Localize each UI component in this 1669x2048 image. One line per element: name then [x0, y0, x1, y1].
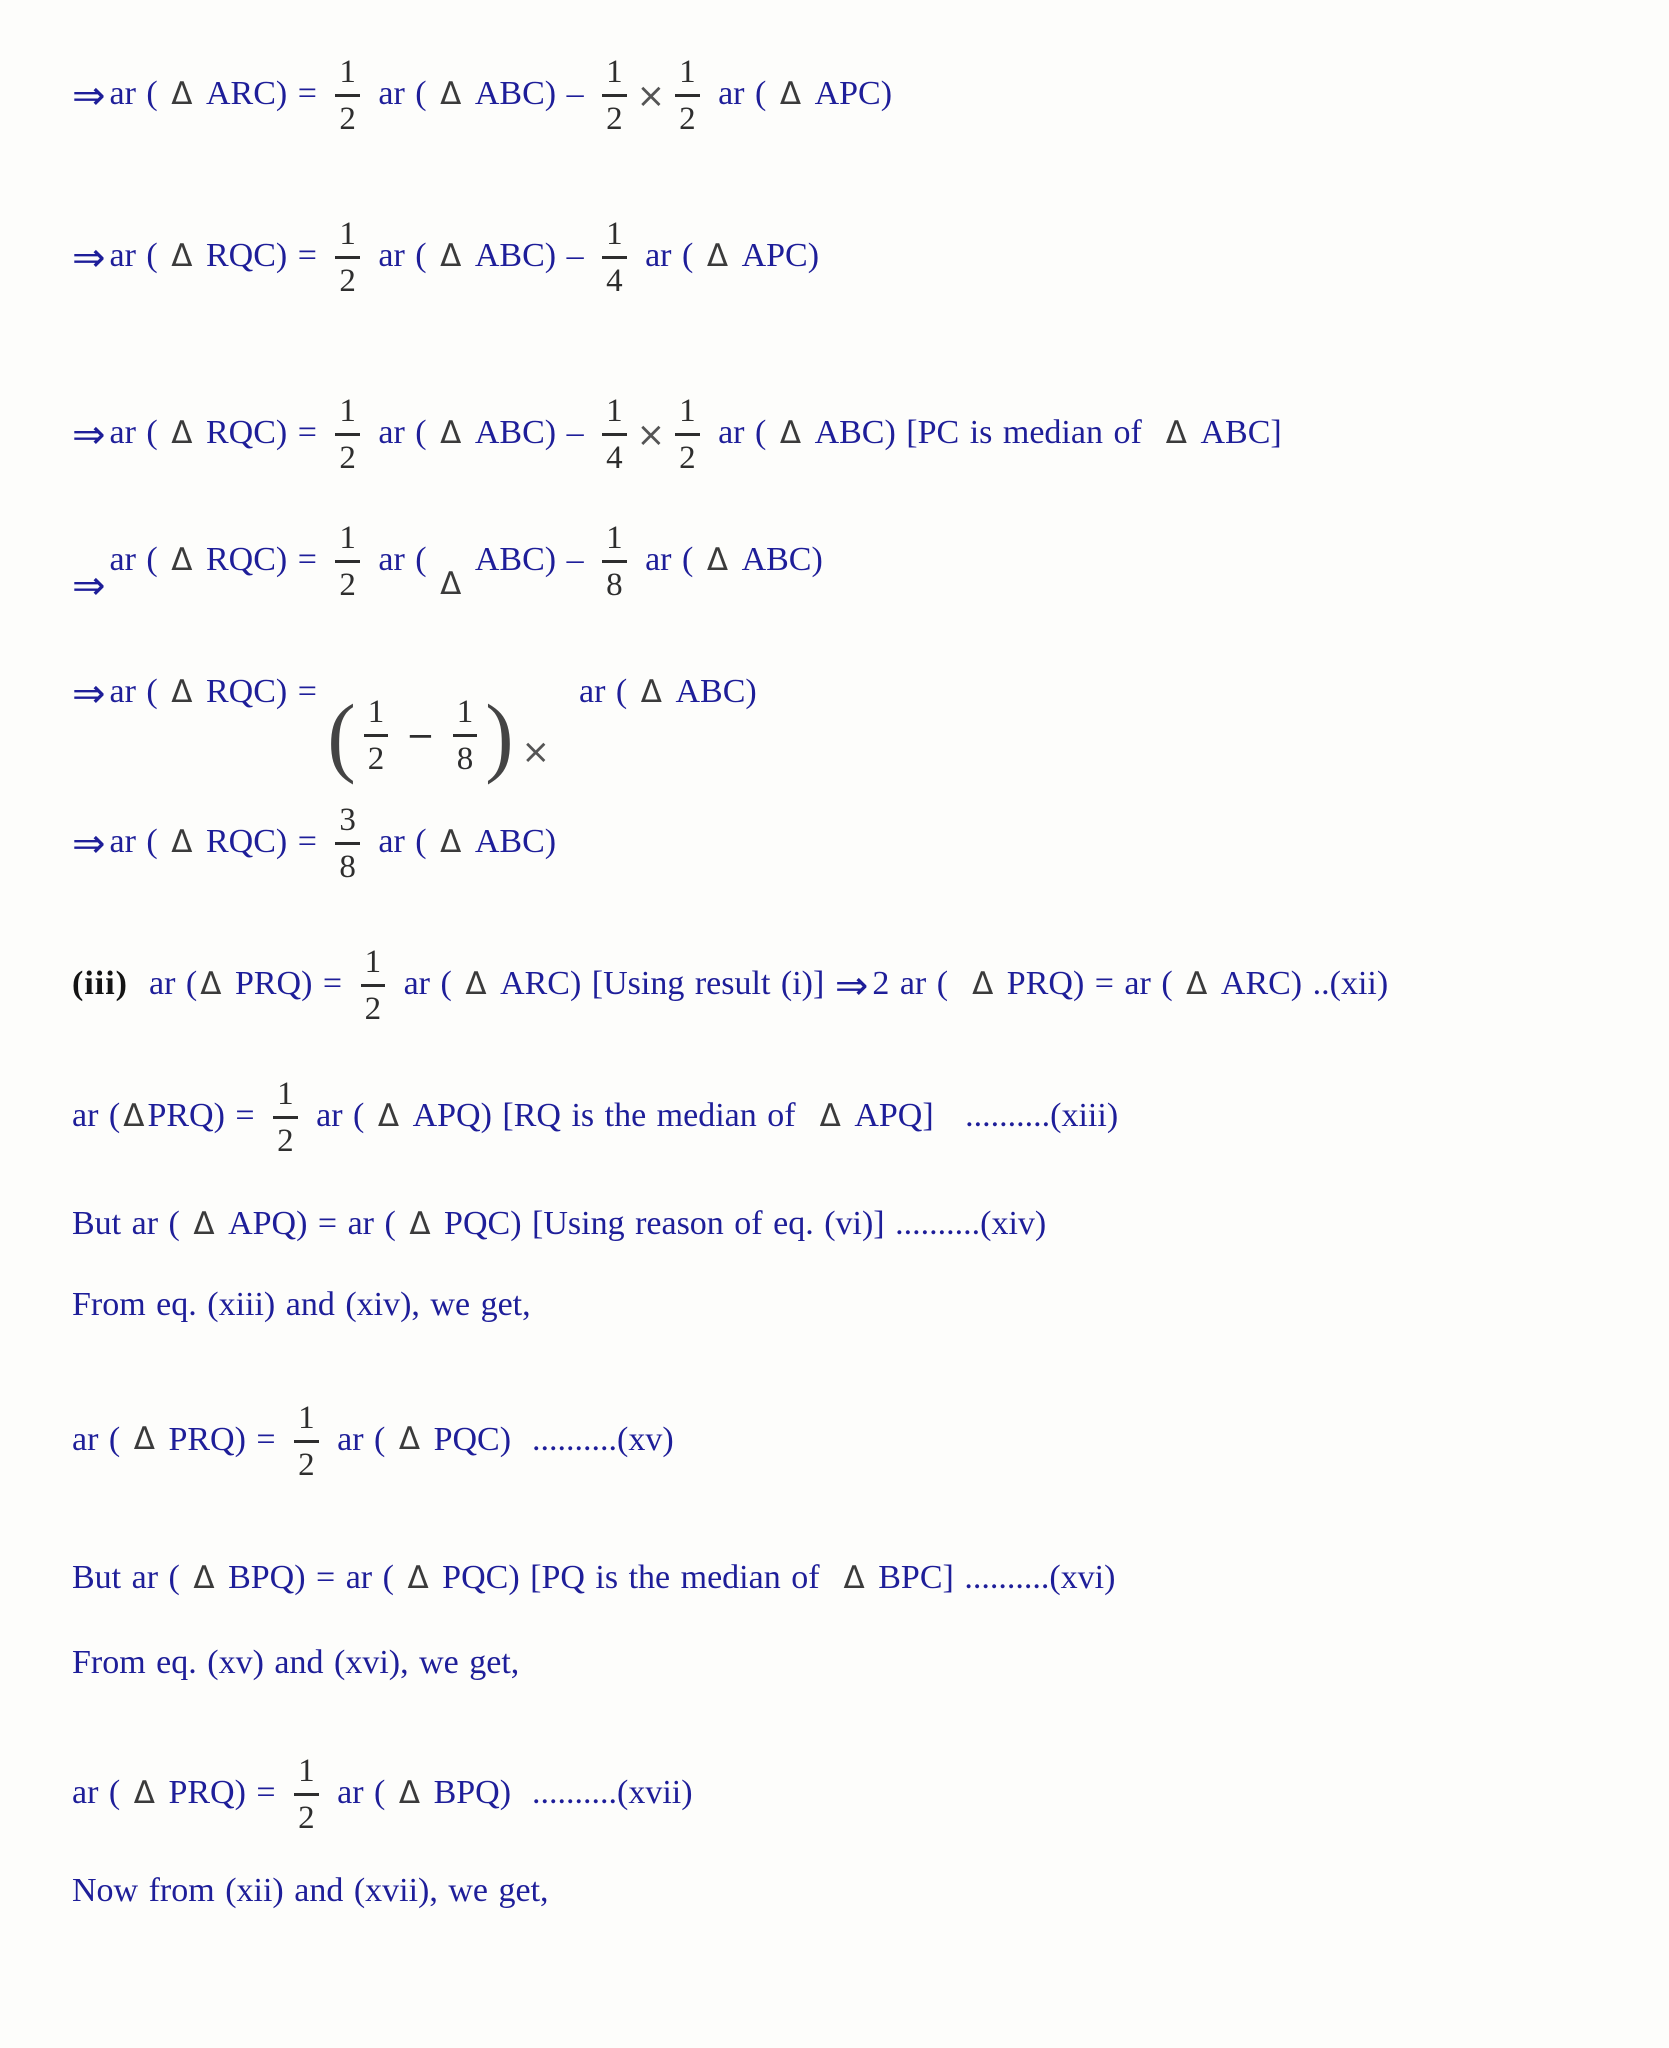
text-run: From eq. (xiii) and (xiv), we get, — [72, 1285, 531, 1323]
text-run: ABC) — [664, 672, 757, 710]
triangle-delta-icon: Δ — [171, 237, 193, 274]
text-run: PQC) ..........(xv) — [423, 1420, 674, 1458]
implies-arrow-icon: ⇒ — [72, 73, 106, 119]
fraction-numerator: 1 — [606, 393, 623, 429]
triangle-delta-icon: Δ — [819, 1097, 841, 1134]
fraction-denominator: 2 — [335, 560, 360, 602]
math-line-6 — [72, 804, 1669, 884]
text-run: BPC] ..........(xvi) — [867, 1558, 1116, 1596]
triangle-delta-icon: Δ — [440, 414, 462, 451]
text-run: ABC) — [464, 822, 557, 860]
fraction — [364, 696, 389, 776]
text-run: PRQ) = — [157, 1773, 287, 1811]
fraction — [602, 218, 627, 298]
text-run: PRQ) = — [224, 964, 353, 1002]
triangle-delta-icon: Δ — [377, 1097, 400, 1134]
math-line-1 — [72, 56, 1669, 136]
fraction-numerator: 1 — [364, 944, 382, 980]
triangle-delta-icon: Δ — [465, 965, 487, 1002]
triangle-delta-icon: Δ — [779, 75, 802, 112]
triangle-delta-icon: Δ — [706, 237, 729, 274]
triangle-delta-icon: Δ — [440, 237, 462, 274]
text-run: ar ( — [558, 672, 638, 710]
text-run: ar ( — [707, 74, 777, 112]
text-run: BPQ) = ar ( — [217, 1558, 405, 1596]
text-run: ar ( — [305, 1096, 375, 1134]
fraction-numerator: 1 — [277, 1076, 294, 1112]
text-run: APC) — [804, 74, 893, 112]
text-run: ABC] — [1190, 413, 1282, 451]
fraction-denominator: 2 — [294, 1440, 319, 1482]
triangle-delta-icon: Δ — [193, 1559, 215, 1596]
text-run: ar ( — [109, 74, 169, 112]
text-run: ar ( — [367, 413, 438, 451]
text-run: But ar ( — [72, 1558, 191, 1596]
text-run: 2 ar ( — [872, 964, 970, 1002]
text-run: ar ( — [109, 672, 169, 710]
triangle-delta-icon: Δ — [407, 1559, 429, 1596]
text-run: ar ( — [72, 1420, 131, 1458]
text-run: But ar ( — [72, 1205, 191, 1242]
text-run: ar ( — [367, 540, 438, 578]
text-run: BPQ) ..........(xvii) — [423, 1773, 693, 1811]
text-run: Now from (xii) and (xvii), we get, — [72, 1872, 549, 1910]
math-line-8 — [72, 1078, 1669, 1158]
text-run: ABC) — [731, 540, 823, 578]
fraction — [335, 395, 360, 475]
fraction — [273, 1078, 298, 1158]
fraction — [675, 56, 700, 136]
fraction — [294, 1399, 319, 1483]
text-run: ar ( — [634, 540, 704, 578]
text-run: APQ) = ar ( — [217, 1205, 407, 1242]
text-run: ABC) – — [464, 236, 595, 274]
triangle-delta-icon: Δ — [171, 673, 193, 710]
fraction-denominator: 4 — [602, 433, 627, 475]
text-run: APQ] ..........(xiii) — [843, 1096, 1119, 1134]
implies-arrow-icon: ⇒ — [72, 563, 106, 609]
triangle-delta-icon: Δ — [171, 414, 193, 451]
fraction-denominator: 2 — [273, 1116, 298, 1158]
math-line-7-part-iii — [72, 946, 1669, 1026]
math-line-5 — [72, 654, 1669, 786]
text-run: ar ( — [367, 236, 438, 274]
implies-arrow-icon: ⇒ — [72, 235, 106, 281]
text-run: ar ( — [326, 1773, 396, 1811]
triangle-delta-icon: Δ — [171, 823, 193, 860]
implies-arrow-icon: ⇒ — [72, 821, 106, 867]
fraction-numerator: 1 — [456, 694, 474, 730]
text-run: ABC) – — [464, 74, 595, 112]
math-line-9 — [72, 1204, 1669, 1245]
math-line-2 — [72, 218, 1669, 298]
fraction — [335, 218, 360, 298]
implies-arrow-icon: ⇒ — [834, 963, 869, 1009]
text-run: ar ( — [72, 1096, 121, 1134]
fraction-denominator: 2 — [675, 433, 700, 475]
text-run: ar ( — [707, 413, 777, 451]
text-run: RQC) = — [195, 413, 328, 451]
triangle-delta-icon: Δ — [640, 673, 662, 710]
text-run: PQC) [PQ is the median of — [431, 1558, 841, 1596]
text-run: ar ( — [367, 74, 438, 112]
math-line-3 — [72, 395, 1669, 475]
triangle-delta-icon: Δ — [171, 75, 193, 112]
text-run: PRQ) = — [147, 1096, 266, 1134]
triangle-delta-icon: Δ — [1186, 965, 1208, 1002]
text-run: ar ( — [393, 964, 463, 1002]
fraction — [453, 696, 478, 776]
text-run: RQC) = — [195, 236, 328, 274]
text-run: RQC) = — [195, 540, 328, 578]
triangle-delta-icon: Δ — [1165, 414, 1187, 451]
triangle-delta-icon: Δ — [440, 75, 462, 112]
fraction-denominator: 2 — [335, 94, 360, 136]
fraction-numerator: 1 — [339, 54, 356, 90]
fraction-numerator: 1 — [298, 1399, 315, 1436]
fraction — [335, 804, 360, 884]
fraction — [602, 56, 627, 136]
text-run: ARC) = — [195, 74, 328, 112]
fraction-numerator: 1 — [679, 54, 696, 90]
fraction-numerator: 1 — [339, 393, 356, 429]
implies-arrow-icon: ⇒ — [72, 671, 106, 717]
fraction-numerator: 3 — [339, 802, 356, 838]
triangle-delta-icon: Δ — [193, 1206, 215, 1242]
minus-sign: − — [406, 715, 435, 756]
fraction-group: ( $\frac{1}{2}$ − $\frac{1}{8}$ ) — [327, 686, 514, 786]
fraction — [335, 56, 360, 136]
text-run: ABC) – — [464, 413, 595, 451]
math-line-15 — [72, 1871, 1669, 1912]
triangle-delta-icon: Δ — [398, 1774, 421, 1811]
triangle-delta-icon: Δ — [972, 965, 994, 1002]
text-run: ar ( — [109, 413, 169, 451]
math-line-14 — [72, 1755, 1669, 1835]
fraction-denominator: 8 — [453, 734, 478, 776]
fraction-denominator: 2 — [675, 94, 700, 136]
text-run: ar ( — [634, 236, 704, 274]
text-run: ar ( — [326, 1420, 396, 1458]
text-run: ar ( — [127, 964, 198, 1002]
triangle-delta-icon: Δ — [706, 541, 729, 578]
triangle-delta-icon: Δ — [398, 1421, 421, 1458]
text-run: ar ( — [109, 822, 169, 860]
fraction — [675, 395, 700, 475]
fraction-denominator: 2 — [335, 256, 360, 298]
fraction-denominator: 2 — [364, 734, 389, 776]
text-run: ARC) ..(xii) — [1210, 964, 1389, 1002]
text-run: ar ( — [367, 822, 438, 860]
text-run: PRQ) = — [157, 1420, 287, 1458]
fraction-denominator: 2 — [294, 1793, 319, 1835]
triangle-delta-icon: Δ — [440, 823, 462, 860]
fraction-numerator: 1 — [606, 54, 623, 90]
fraction — [361, 946, 386, 1026]
triangle-delta-icon: Δ — [409, 1206, 431, 1242]
text-run: ar ( — [109, 540, 169, 578]
text-run: ABC) – — [464, 540, 595, 578]
triangle-delta-icon: Δ — [171, 541, 193, 578]
text-run: ar ( — [109, 236, 169, 274]
math-line-11 — [72, 1399, 1669, 1483]
triangle-delta-icon: Δ — [133, 1774, 155, 1811]
triangle-delta-icon: Δ — [843, 1559, 865, 1596]
math-line-12 — [72, 1558, 1669, 1599]
fraction-denominator: 2 — [335, 433, 360, 475]
math-line-10 — [72, 1285, 1669, 1326]
text-run: APQ) [RQ is the median of — [402, 1096, 817, 1134]
text-run: PRQ) = ar ( — [996, 964, 1184, 1002]
fraction-numerator: 1 — [339, 520, 356, 556]
fraction-denominator: 8 — [602, 560, 627, 602]
triangle-delta-icon: Δ — [779, 414, 802, 451]
fraction — [294, 1755, 319, 1835]
text-run: PQC) [Using reason of eq. (vi)] ..........(xiv) — [433, 1205, 1047, 1242]
fraction — [335, 522, 360, 602]
text-run: APC) — [731, 236, 820, 274]
triangle-delta-icon: Δ — [133, 1421, 155, 1458]
text-run: ARC) [Using result (i)] — [489, 964, 835, 1002]
fraction-denominator: 2 — [602, 94, 627, 136]
text-run: ABC) [PC is median of — [804, 413, 1163, 451]
triangle-delta-icon: Δ — [200, 965, 222, 1002]
section-label: (iii) — [72, 964, 128, 1002]
triangle-delta-icon: Δ — [123, 1097, 145, 1134]
fraction-numerator: 1 — [606, 520, 623, 556]
multiply-sign: × — [636, 414, 666, 455]
fraction-numerator: 1 — [298, 1753, 315, 1790]
text-run: From eq. (xv) and (xvi), we get, — [72, 1644, 520, 1682]
text-run: RQC) = — [195, 672, 328, 710]
text-run: RQC) = — [195, 822, 328, 860]
fraction-numerator: 1 — [606, 216, 623, 252]
math-line-4 — [72, 520, 1669, 609]
fraction — [602, 522, 627, 602]
fraction-denominator: 2 — [361, 984, 386, 1026]
implies-arrow-icon: ⇒ — [72, 412, 106, 458]
fraction-numerator: 1 — [339, 216, 356, 252]
fraction-numerator: 1 — [679, 393, 696, 429]
fraction-denominator: 4 — [602, 256, 627, 298]
multiply-sign: × — [636, 75, 666, 116]
fraction — [602, 395, 627, 475]
text-run: ar ( — [72, 1773, 131, 1811]
math-line-13 — [72, 1643, 1669, 1684]
multiply-sign: × — [521, 731, 551, 772]
fraction-denominator: 8 — [335, 842, 360, 884]
fraction-numerator: 1 — [367, 694, 385, 730]
triangle-delta-icon: Δ — [440, 565, 462, 602]
